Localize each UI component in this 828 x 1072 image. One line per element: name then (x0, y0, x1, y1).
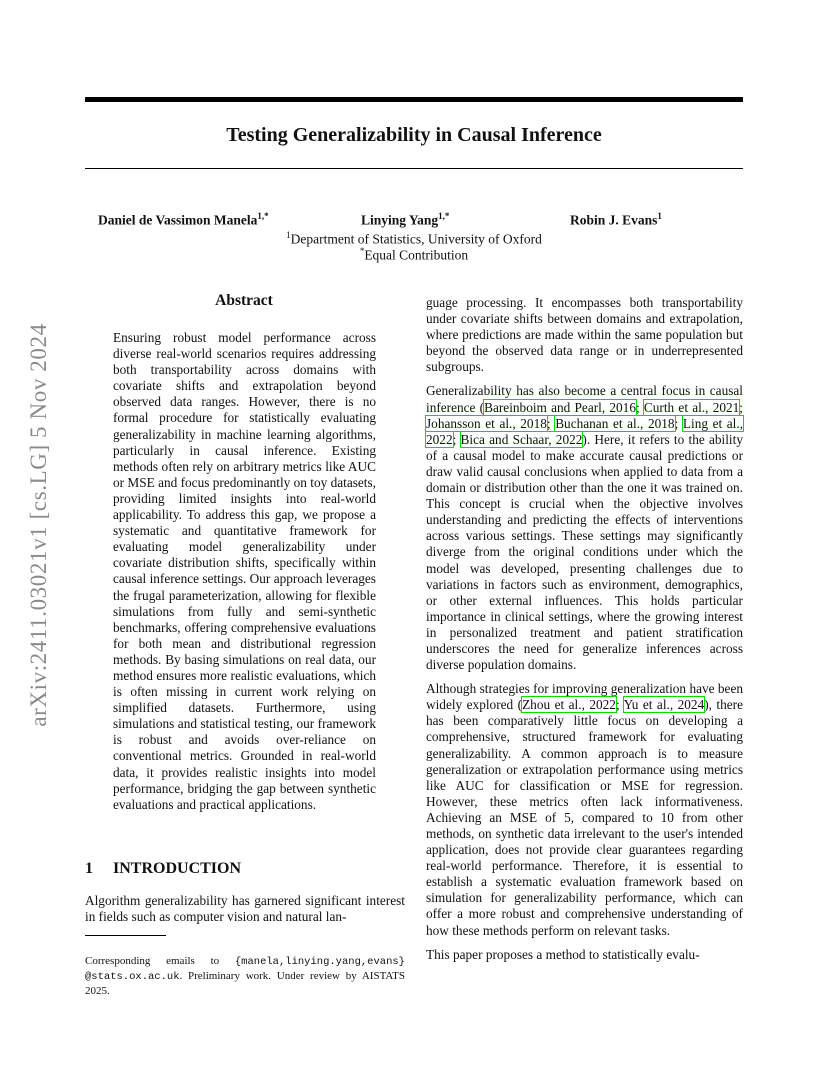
citation-link[interactable]: Curth et al., 2021 (643, 399, 740, 415)
citation-separator: ; (615, 697, 624, 713)
abstract-heading: Abstract (215, 292, 273, 309)
affiliation-text: Department of Statistics, University of Oxford (290, 231, 542, 247)
section-heading-introduction (85, 860, 241, 878)
footnote-emails: {manela,linying.yang,evans} (234, 956, 405, 968)
paragraph-1: guage processing. It encompasses both transportability under covariate shifts between domains and extrapolation, where predictions are made within the same population but beyond the observed data range or in underrepresented subgroups. (426, 295, 743, 375)
equal-contribution-note (85, 246, 743, 264)
abstract-body (113, 330, 376, 813)
citation-link[interactable]: Johansson et al., 2018 (426, 415, 547, 431)
citation-separator: ; (635, 399, 644, 415)
section-number: 1 (85, 860, 93, 877)
paragraph-text: ), there has been comparatively little focus on developing a comprehensive, structured framework for evaluating generalizability. A common approach is to measure generalization or extrapolation performance using metrics like AUC for classification or MSE for regression. However, these metrics often lack informativeness. Achieving an MSE of 5, compared to 10 from other methods, on synthetic data irrelevant to the user's intended application, does not provide clear guarantees regarding real-world performance. Therefore, it is essential to establish a systematic evaluation framework based on simulation for generalizability performance, which can offer a more robust and comprehensive understanding of how these methods perform on relevant tasks. (426, 697, 744, 938)
paper-title: Testing Generalizability in Causal Inference (226, 124, 602, 146)
paragraph-3 (426, 681, 743, 939)
affiliation-sup: 1 (286, 230, 291, 240)
intro-text: Algorithm generalizability has garnered significant interest in fields such as computer vision and natural lan- (85, 893, 405, 925)
footnote-domain: @stats.ox.ac.uk (85, 971, 180, 983)
citation-separator: ; (739, 399, 743, 415)
author-2 (361, 211, 449, 229)
author-1 (98, 211, 269, 229)
equal-contribution-text: Equal Contribution (364, 247, 469, 263)
citation-separator: ; (546, 415, 556, 431)
citation-separator: ; (674, 415, 683, 431)
author-name: Daniel de Vassimon Manela (98, 212, 258, 228)
citation-link[interactable]: Bareinboim and Pearl, 2016 (484, 399, 636, 415)
paragraph-text: Generalizability has also become a central focus in causal inference ( (426, 383, 743, 415)
paragraph-text: Although strategies for improving generalization have been widely explored ( (426, 681, 743, 713)
citation-link[interactable]: Yu et al., 2024 (623, 697, 705, 713)
footnote (85, 954, 405, 998)
citation-separator: ; (452, 431, 461, 447)
title-bottom-rule (85, 168, 743, 169)
abstract-text: Ensuring robust model performance across diverse real-world scenarios requires addressing both transportability across domains with covariate shifts and extrapolation beyond observed data ranges. However, there is no formal procedure for statistically evaluating generalizability in machine learning algorithms, particularly in causal inference. Existing methods often rely on arbitrary metrics like AUC or MSE and focus predominantly on toy datasets, providing limited insights into real-world applicability. To address this gap, we propose a systematic and quantitative framework for evaluating model generalizability under covariate distribution shifts, specifically within causal inference settings. Our approach leverages the frugal parameterization, allowing for flexible simulations from fully and semi-synthetic benchmarks, offering comprehensive evaluations for both mean and distributional regression methods. By basing simulations on real data, our method ensures more realistic evaluations, which is often missing in current work relying on simplified datasets. Furthermore, using simulations and statistical testing, our framework is robust and avoids over-reliance on conventional metrics. Grounded in real-world data, it provides realistic insights into model performance, bridging the gap between synthetic evaluations and practical applications. (113, 330, 376, 812)
intro-first-paragraph (85, 893, 405, 925)
citation-link[interactable]: Zhou et al., 2022 (522, 697, 616, 713)
right-column (426, 295, 743, 963)
citation-link[interactable]: Bica and Schaar, 2022 (460, 431, 583, 447)
footnote-suffix: . Preliminary work. Under review by AISTATS 2025. (85, 970, 405, 997)
author-sup: 1,* (257, 211, 269, 221)
author-sup: 1 (657, 211, 662, 221)
footnote-rule (85, 935, 166, 936)
author-3 (570, 211, 662, 229)
arxiv-stamp: arXiv:2411.03021v1 [cs.LG] 5 Nov 2024 (26, 323, 51, 727)
paragraph-2 (426, 383, 743, 673)
title-top-rule (85, 97, 743, 102)
section-title: INTRODUCTION (113, 860, 242, 877)
paragraph-4: This paper proposes a method to statistically evalu- (426, 946, 700, 962)
citation-link[interactable]: Buchanan et al., 2018 (555, 415, 675, 431)
author-name: Linying Yang (361, 212, 439, 228)
author-name: Robin J. Evans (570, 212, 658, 228)
affiliation (85, 230, 743, 248)
paragraph-text: ). Here, it refers to the ability of a causal model to make accurate causal predictions or draw valid causal conclusions when applied to data from a domain or distribution other than the one it was trained on. This concept is crucial when the objective involves understanding and predicting the effects of interventions across various settings. These settings may significantly diverge from the original conditions under which the model was developed, presenting challenges due to variations in factors such as environment, demographics, or other external influences. This holds particular importance in clinical settings, where the growing interest in personalized treatment and patient stratification underscores the need for generalize inferences across diverse population domains. (426, 431, 743, 673)
footnote-prefix: Corresponding emails to (85, 955, 235, 967)
author-sup: 1,* (438, 211, 450, 221)
equal-contribution-sup: * (359, 246, 365, 256)
citation-link[interactable]: Ling et al., 2022 (426, 415, 744, 447)
